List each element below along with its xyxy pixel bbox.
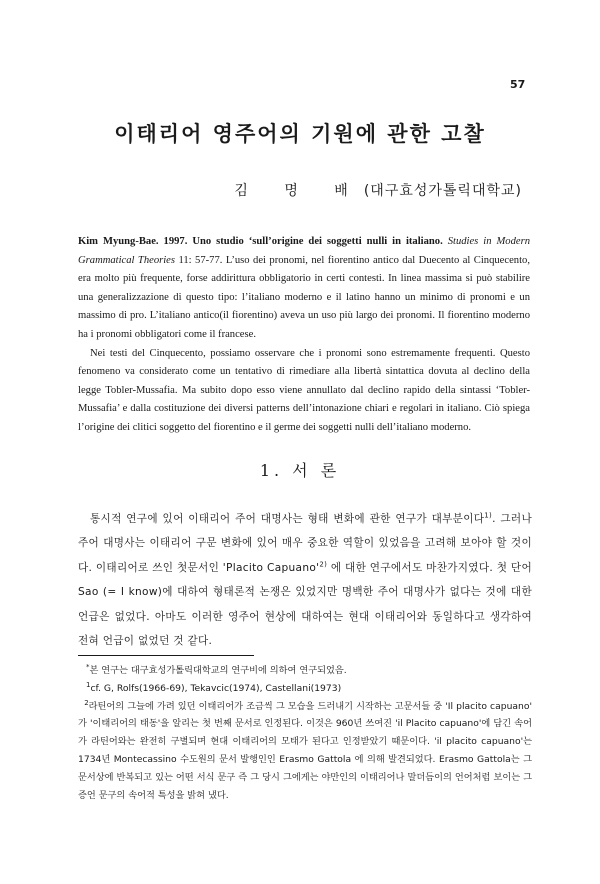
- footnote-1-mark: 1: [86, 680, 91, 689]
- author-affiliation: (대구효성가톨릭대학교): [363, 183, 522, 199]
- footnote-ref-1: 1): [484, 511, 493, 520]
- abstract-citation: Kim Myung-Bae. 1997. Uno studio ‘sull’origine dei soggetti nulli in italiano.: [78, 236, 443, 247]
- abstract: [78, 233, 530, 438]
- body-text-b: . 그러나 주어 대명사는 이태리어 구문 변화에 있어 매우 중요한 역할이 있었음을 고려해 보아야 할 것이다. 이태리어로 쓰인 첫문서인 'Placito Capuano': [78, 513, 532, 574]
- author-line: [234, 180, 522, 200]
- body-text-c: 에 대한 연구에서도 마찬가지였다. 첫 단어 Sao (= I know)에 대하여 형태론적 논쟁은 있었지만 명백한 주어 대명사가 없다는 것에 대한 언급은 없었다. 아마도 이러한 영주어 현상에 대하여는 현대 이태리어와 동일하다고 생각하여 전혀 언급이 없었던 것 같다.: [78, 561, 532, 648]
- footnote-2: [78, 698, 532, 805]
- section-heading: 1. 서 론: [259, 461, 341, 480]
- page-number: 57: [510, 78, 526, 91]
- section-body: [78, 507, 532, 653]
- body-text-a: 통시적 연구에 있어 이태리어 주어 대명사는 형태 변화에 관한 연구가 대부분이다: [90, 513, 485, 525]
- body-paragraph: [78, 507, 532, 653]
- footnotes: [78, 662, 532, 804]
- footnote-1: [78, 680, 532, 698]
- abstract-paragraph-2: Nei testi del Cinquecento, possiamo osservare che i pronomi sono estremamente frequenti. Questo fenomeno va considerato come un tentativo di rimediare alla libertà sintattica dovuta al declino della legge Tobler-Mussafia. Ma subito dopo esso viene annullato dal declino rapido della sintassi ‘Tobler-Mussafia’ e dalla costituzione dei diversi patterns dell’intonazione chiari e regolari in italiano. Ciò spiega l’origine dei clitici soggetto del fiorentino e il germe dei soggetti nulli dell’italiano moderno.: [78, 347, 530, 433]
- footnote-ref-2: 2): [319, 560, 328, 569]
- footnote-1-text: cf. G, Rolfs(1966-69), Tekavcic(1974), Castellani(1973): [90, 682, 342, 694]
- author-name: 김 명 배: [234, 183, 364, 199]
- abstract-text-1: L’uso dei pronomi, nel fiorentino antico dal Duecento al Cinquecento, era molto più frequente, forse addirittura obbligatorio in certi contesti. In linea massima si può stabilire una generalizzazione di questo tipo: l’italiano moderno e il latino hanno un minimo di pronomi e un massimo di pro. L’italiano antico(il fiorentino) aveva un uso più largo dei pronomi. Il fiorentino moderno ha i pronomi obbligatori come il francese.: [78, 254, 530, 340]
- abstract-paragraph-1: [78, 233, 530, 345]
- footnote-2-mark: 2: [84, 698, 89, 707]
- paper-title: 이태리어 영주어의 기원에 관한 고찰: [114, 122, 486, 146]
- journal-name: Studies in Modern Grammatical Theories: [78, 236, 530, 266]
- footnote-star: [78, 662, 532, 680]
- footnote-2-text: 라틴어의 그늘에 가려 있던 이태리어가 조금씩 그 모습을 드러내기 시작하는 고문서들 중 'Il placito capuano' 가 '이태리어의 태동'을 알리는 첫 번째 문서로 인정된다. 이것은 960년 쓰여진 'il Placito capuano'에 담긴 속어가 라틴어와는 완전히 구별되며 현대 이태리어의 모태가 된다고 인정받았기 때문이다. 'il placito capuano'는 1734년 Montecassino 수도원의 문서 발행인인 Erasmo Gattola 에 의해 발견되었다. Erasmo Gattola는 그 문서상에 반복되고 있는 어떤 서식 문구 즉 그 당시 그에게는 야만인의 이태리어나 말더듬이의 언어처럼 보이는 그 증언 문구의 속어적 특성을 밝혀 냈다.: [78, 700, 532, 801]
- footnote-divider: [78, 655, 254, 656]
- footnote-star-mark: *: [86, 662, 90, 671]
- footnote-star-text: 본 연구는 대구효성가톨릭대학교의 연구비에 의하여 연구되었음.: [89, 665, 347, 676]
- journal-volume: 11: 57-77.: [178, 254, 223, 266]
